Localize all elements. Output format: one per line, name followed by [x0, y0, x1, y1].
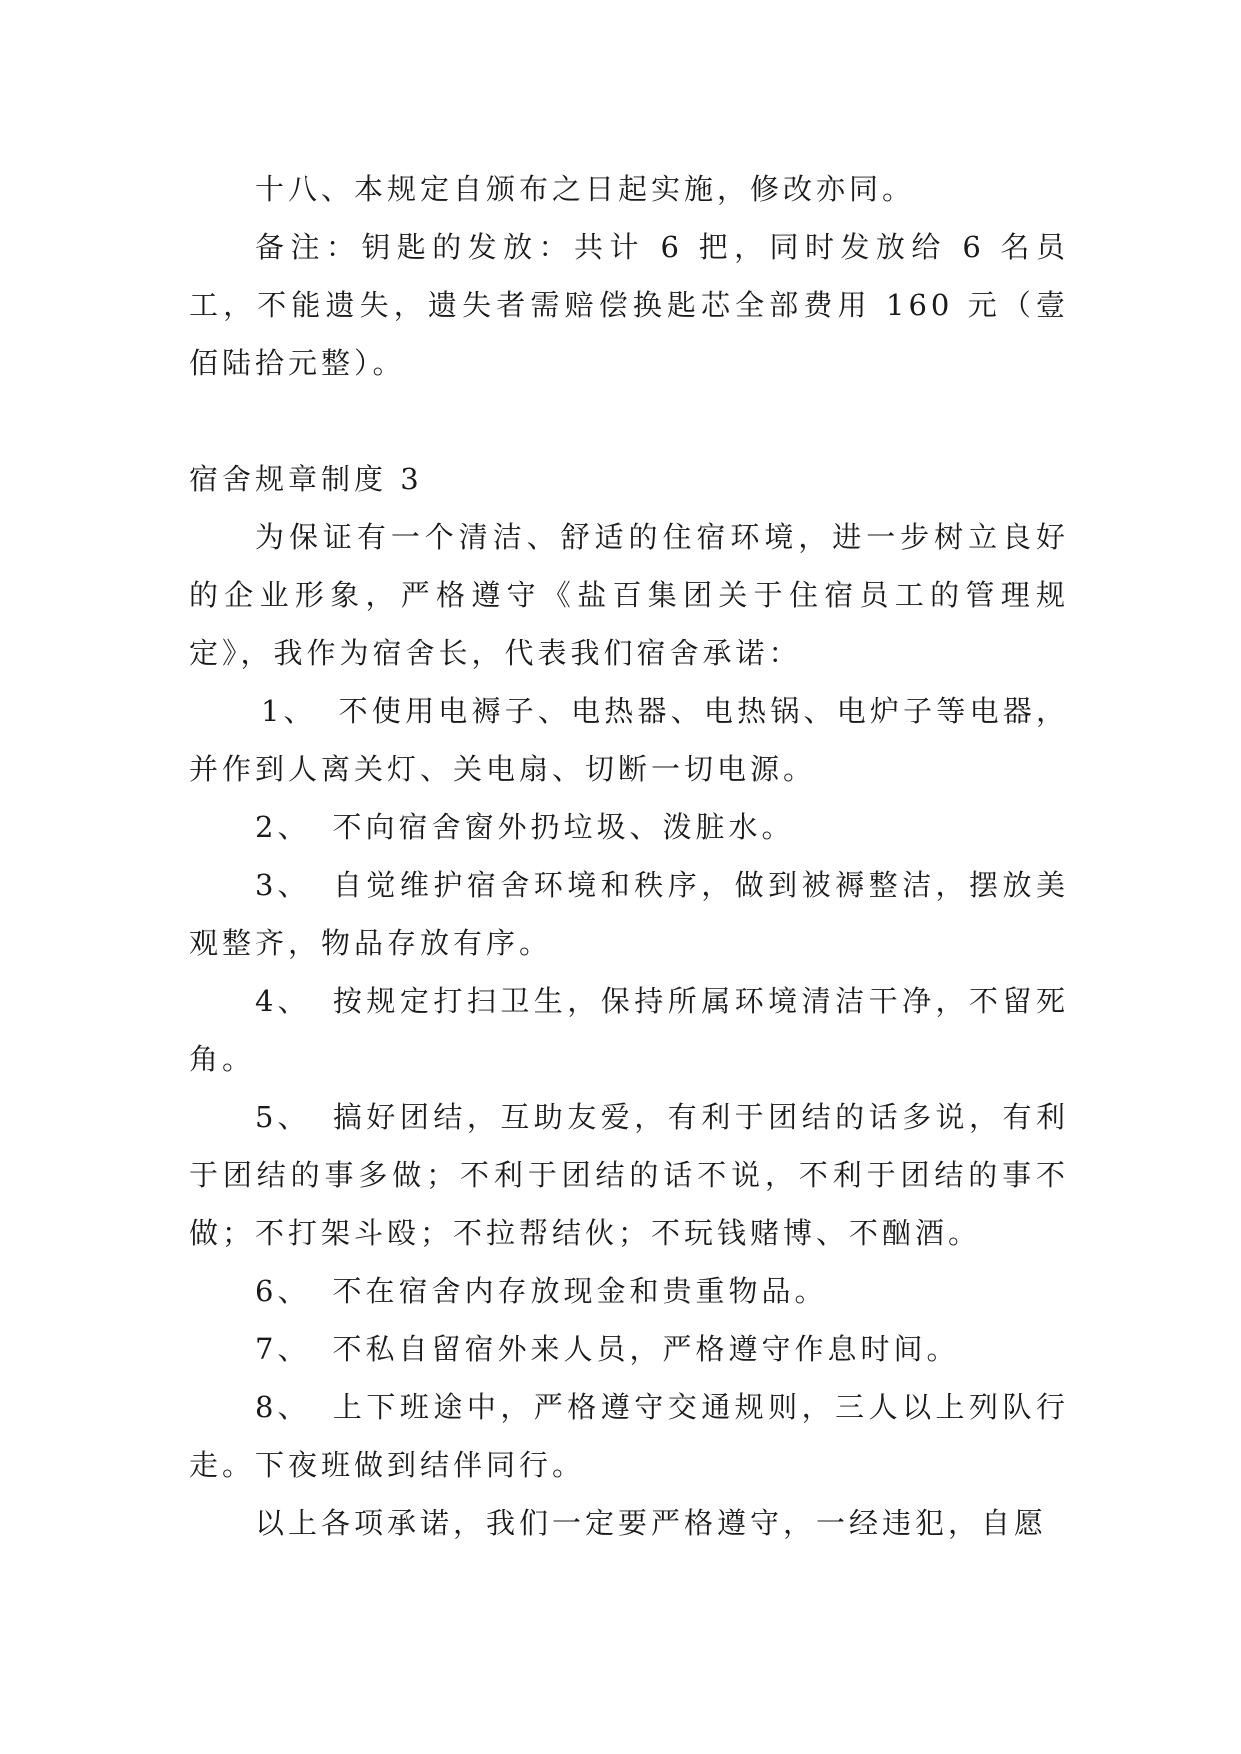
pledge-item-number: 6、 [255, 1274, 311, 1308]
pledge-item-8 [189, 1378, 1069, 1494]
pledge-item-text: 不在宿舍内存放现金和贵重物品。 [332, 1274, 828, 1308]
clause-eighteen: 十八、本规定自颁布之日起实施，修改亦同。 [255, 172, 916, 206]
pledge-item-text: 不私自留宿外来人员，严格遵守作息时间。 [332, 1332, 960, 1366]
closing-paragraph: 以上各项承诺，我们一定要严格遵守，一经违犯，自愿 [255, 1506, 1048, 1540]
pledge-item-number: 3、 [255, 868, 311, 902]
key-note: 备注：钥匙的发放：共计 6 把，同时发放给 6 名员工，不能遗失，遗失者需赔偿换匙芯全部费用 160 元（壹佰陆拾元整）。 [189, 230, 1069, 380]
pledge-item-text: 自觉维护宿舍环境和秩序，做到被褥整洁，摆放美观整齐，物品存放有序。 [189, 868, 1069, 960]
pledge-item-7 [189, 1320, 1069, 1378]
pledge-item-number: 4、 [255, 984, 311, 1018]
pledge-item-5 [189, 1088, 1069, 1262]
pledge-item-number: 8、 [255, 1390, 311, 1424]
pledge-item-text: 上下班途中，严格遵守交通规则，三人以上列队行走。下夜班做到结伴同行。 [189, 1390, 1069, 1482]
pledge-item-number: 2、 [255, 810, 311, 844]
pledge-item-number: 5、 [255, 1100, 311, 1134]
pledge-item-6 [189, 1262, 1069, 1320]
section-heading: 宿舍规章制度 3 [189, 462, 423, 496]
pledge-item-3 [189, 856, 1069, 972]
pledge-item-text: 不使用电褥子、电热器、电热锅、电炉子等电器，并作到人离关灯、关电扇、切断一切电源。 [189, 694, 1069, 786]
pledge-item-text: 按规定打扫卫生，保持所属环境清洁干净，不留死角。 [189, 984, 1069, 1076]
pledge-item-1 [189, 682, 1069, 798]
intro-paragraph: 为保证有一个清洁、舒适的住宿环境，进一步树立良好的企业形象，严格遵守《盐百集团关于住宿员工的管理规定》，我作为宿舍长，代表我们宿舍承诺： [189, 520, 1069, 670]
document-body [189, 160, 1069, 1552]
pledge-item-4 [189, 972, 1069, 1088]
pledge-item-number: 7、 [255, 1332, 311, 1366]
pledge-item-number: 1、 [261, 694, 317, 728]
pledge-item-2 [189, 798, 1069, 856]
pledge-item-text: 搞好团结，互助友爱，有利于团结的话多说，有利于团结的事多做；不利于团结的话不说，不利于团结的事不做；不打架斗殴；不拉帮结伙；不玩钱赌博、不酗酒。 [189, 1100, 1069, 1250]
pledge-item-text: 不向宿舍窗外扔垃圾、泼脏水。 [332, 810, 795, 844]
